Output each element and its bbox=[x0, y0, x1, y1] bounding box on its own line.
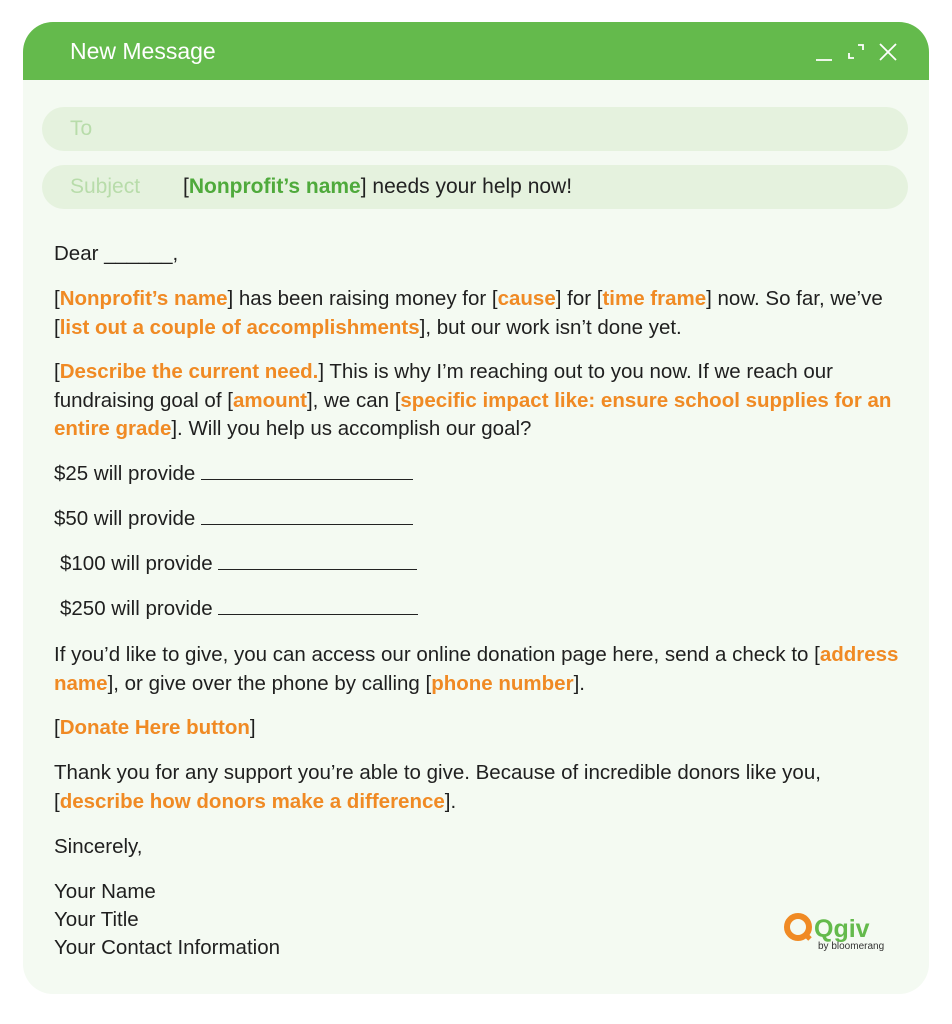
subject-value[interactable]: [Nonprofit’s name] needs your help now! bbox=[183, 175, 573, 198]
subject-label: Subject bbox=[70, 175, 141, 198]
signature-title: Your Title bbox=[54, 908, 139, 931]
window-title: New Message bbox=[70, 38, 216, 64]
logo-text: Qgiv bbox=[814, 915, 870, 943]
donate-placeholder: [Donate Here button] bbox=[54, 716, 256, 739]
paragraph-thanks: Thank you for any support you’re able to give. Because of incredible donors like you, [describe how donors make a difference]. bbox=[54, 761, 821, 813]
to-field[interactable] bbox=[42, 107, 908, 151]
signature-name: Your Name bbox=[54, 880, 156, 903]
title-bar bbox=[23, 22, 929, 80]
signature-contact: Your Contact Information bbox=[54, 936, 281, 959]
paragraph-intro: [Nonprofit’s name] has been raising money for [cause] for [time frame] now. So far, we’ve [list out a couple of accomplishments], but our work isn’t done yet. bbox=[54, 287, 883, 339]
tier-line: $25 will provide bbox=[54, 460, 904, 489]
email-compose-window bbox=[23, 22, 929, 994]
greeting: Dear ______, bbox=[54, 242, 179, 265]
logo-tagline: by bloomerang bbox=[818, 941, 885, 952]
closing: Sincerely, bbox=[54, 835, 143, 858]
tier-line: $250 will provide bbox=[60, 595, 910, 624]
expand-icon[interactable] bbox=[846, 41, 868, 63]
tier-line: $100 will provide bbox=[60, 550, 910, 579]
subject-field[interactable] bbox=[42, 165, 908, 209]
qgiv-logo bbox=[784, 907, 904, 957]
minimize-icon[interactable] bbox=[814, 41, 836, 63]
tier-line: $50 will provide bbox=[54, 505, 904, 534]
close-icon[interactable] bbox=[877, 41, 899, 63]
paragraph-give: If you’d like to give, you can access our online donation page here, send a check to [address name], or give over the phone by calling [phone number]. bbox=[54, 643, 899, 695]
paragraph-need: [Describe the current need.] This is why I’m reaching out to you now. If we reach our fundraising goal of [amount], we can [specific impact like: ensure school supplies for an entire grade]. Will you help us accomplish our goal? bbox=[54, 360, 892, 440]
to-label: To bbox=[70, 117, 93, 140]
